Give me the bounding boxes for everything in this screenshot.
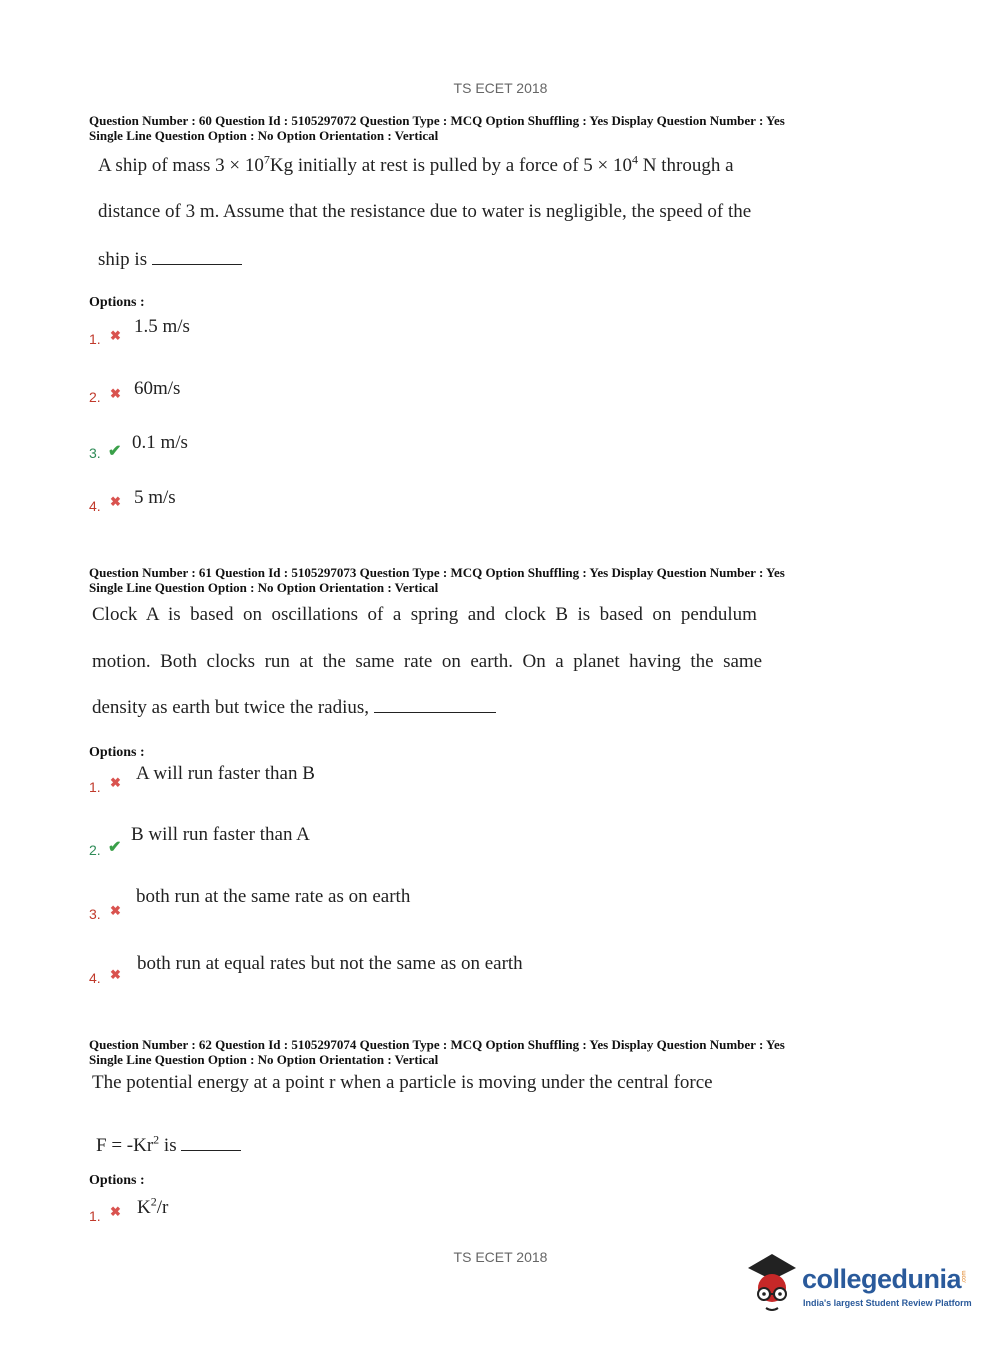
q62-meta-line2: Single Line Question Option : No Option Orientation : Vertical xyxy=(89,1052,439,1067)
correct-check-icon: ✔ xyxy=(108,839,122,856)
mascot-icon xyxy=(742,1250,802,1320)
q60-option-1-text: 1.5 m/s xyxy=(134,316,190,337)
q62-meta-line1: Question Number : 62 Question Id : 5105297074 Question Type : MCQ Option Shuffling : Yes Display Question Number : Yes xyxy=(89,1037,785,1052)
q61-option-1-number: 1. xyxy=(89,779,101,795)
q61-option-2-text: B will run faster than A xyxy=(131,824,310,845)
exam-footer: TS ECET 2018 xyxy=(453,1249,548,1265)
wrong-mark-icon: ✖ xyxy=(110,494,121,509)
q60-option-1-number: 1. xyxy=(89,331,101,347)
q61-option-2-number: 2. xyxy=(89,842,101,858)
q60-option-4-number: 4. xyxy=(89,498,101,514)
wrong-mark-icon: ✖ xyxy=(110,1204,121,1219)
q62-option-1-text: $K^2/r$ xyxy=(137,1194,169,1218)
wrong-mark-icon: ✖ xyxy=(110,967,121,982)
wrong-mark-icon: ✖ xyxy=(110,386,121,401)
answer-blank xyxy=(181,1149,241,1151)
q61-option-3-number: 3. xyxy=(89,906,101,922)
q62-text-line2: $F = -Kr^2$ is xyxy=(96,1135,241,1157)
q60-text-line3: ship is xyxy=(98,249,242,271)
q60-option-2-number: 2. xyxy=(89,389,101,405)
q61-meta-line1: Question Number : 61 Question Id : 5105297073 Question Type : MCQ Option Shuffling : Yes Display Question Number : Yes xyxy=(89,565,785,580)
q60-meta-line2: Single Line Question Option : No Option Orientation : Vertical xyxy=(89,128,439,143)
q61-option-3-text: both run at the same rate as on earth xyxy=(136,886,411,907)
answer-blank xyxy=(374,711,496,713)
logo-brand-name: collegedunia xyxy=(802,1264,962,1294)
q60-options-label: Options : xyxy=(89,295,145,310)
logo-tagline: India's largest Student Review Platform xyxy=(803,1298,972,1308)
q61-text-line3: density as earth but twice the radius, xyxy=(92,697,496,719)
q62-text-line1: The potential energy at a point r when a particle is moving under the central force xyxy=(92,1072,713,1093)
q61-option-1-text: A will run faster than B xyxy=(136,763,315,784)
q60-option-4-text: 5 m/s xyxy=(134,487,176,508)
logo-dotcom: .com xyxy=(961,1270,968,1284)
q61-options-label: Options : xyxy=(89,745,145,760)
correct-check-icon: ✔ xyxy=(108,443,122,460)
exam-header: TS ECET 2018 xyxy=(453,80,548,96)
collegedunia-logo xyxy=(742,1250,972,1320)
q60-option-3-text: 0.1 m/s xyxy=(132,432,188,453)
q62-option-1-number: 1. xyxy=(89,1208,101,1224)
q61-meta-line2: Single Line Question Option : No Option Orientation : Vertical xyxy=(89,580,439,595)
q61-text-line2: motion. Both clocks run at the same rate on earth. On a planet having the same xyxy=(92,651,763,672)
q60-option-2-text: 60m/s xyxy=(134,378,181,399)
wrong-mark-icon: ✖ xyxy=(110,775,121,790)
q61-option-4-text: both run at equal rates but not the same as on earth xyxy=(137,953,523,974)
wrong-mark-icon: ✖ xyxy=(110,903,121,918)
wrong-mark-icon: ✖ xyxy=(110,328,121,343)
q60-option-3-number: 3. xyxy=(89,445,101,461)
q60-text-line2: distance of 3 m. Assume that the resistance due to water is negligible, the speed of the xyxy=(98,201,752,222)
q62-options-label: Options : xyxy=(89,1173,145,1188)
q61-text-line1: Clock A is based on oscillations of a spring and clock B is based on pendulum xyxy=(92,604,757,625)
q61-option-4-number: 4. xyxy=(89,970,101,986)
q60-meta-line1: Question Number : 60 Question Id : 5105297072 Question Type : MCQ Option Shuffling : Yes Display Question Number : Yes xyxy=(89,113,785,128)
answer-blank xyxy=(152,263,242,265)
q60-text-line1: A ship of mass $3 \times 10^7Kg$ initially at rest is pulled by a force of $5 \times 10^4$ N through a xyxy=(98,152,734,176)
